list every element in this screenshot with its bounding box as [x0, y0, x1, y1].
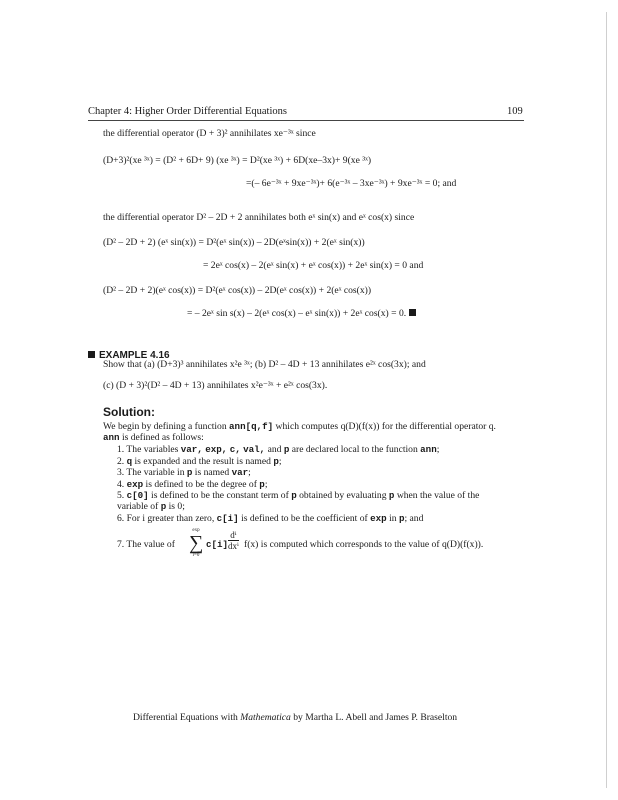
example-part-ab: Show that (a) (D+3)³ annihilates x²e ³ˣ; (b) D² – 4D + 13 annihilates e²ˣ cos(3x); and [103, 359, 426, 370]
sum-upper: exp [192, 528, 200, 533]
list-item: 6. For i greater than zero, c[i] is defined to be the coefficient of exp in p; and [117, 513, 424, 524]
derivative-fraction: $\frac{\text{dⁱ}}{\text{dxⁱ}}$ [228, 530, 239, 551]
sum-lower: i=0 [192, 553, 200, 558]
list-item: 7. The value of [117, 539, 175, 550]
summand: c[i] [206, 539, 229, 550]
list-item: 2. q is expanded and the result is named p; [117, 456, 282, 467]
solution-heading: Solution: [103, 405, 155, 419]
list-item: 4. exp is defined to be the degree of p; [117, 479, 268, 490]
list-item: 5. c[0] is defined to be the constant term of p obtained by evaluating p when the value of the [117, 490, 480, 501]
example-part-c: (c) (D + 3)²(D² – 4D + 13) annihilates x²e⁻³ˣ + e²ˣ cos(3x). [103, 380, 328, 391]
list-item: 1. The variables var, exp, c, val, and p are declared local to the function ann; [117, 444, 440, 455]
header-rule [88, 120, 524, 121]
summation [189, 528, 203, 558]
example-title: EXAMPLE 4.16 [99, 350, 170, 361]
equation: (D² – 2D + 2)(eˣ cos(x)) = D²(eˣ cos(x)) – 2D(eˣ cos(x)) + 2(eˣ cos(x)) [103, 285, 372, 296]
equation: = 2eˣ cos(x) – 2(eˣ sin(x) + eˣ cos(x)) + 2eˣ sin(x) = 0 and [203, 260, 424, 271]
code-term: ann [103, 432, 120, 443]
text-line: the differential operator D² – 2D + 2 annihilates both eˣ sin(x) and eˣ cos(x) since [103, 212, 415, 223]
chapter-header: Chapter 4: Higher Order Differential Equations [88, 106, 287, 117]
list-item: 3. The variable in p is named var; [117, 467, 251, 478]
equation: =(– 6e⁻³ˣ + 9xe⁻³ˣ)+ 6(e⁻³ˣ – 3xe⁻³ˣ) + 9xe⁻³ˣ = 0; and [246, 178, 457, 189]
footer: Differential Equations with Mathematica by Martha L. Abell and James P. Braselton [133, 712, 458, 723]
section-marker-icon [88, 351, 95, 358]
equation-text: = – 2eˣ sin s(x) – 2(eˣ cos(x) – eˣ sin(x)) + 2eˣ cos(x) = 0. [187, 308, 407, 319]
list-item-text: f(x) is computed which corresponds to the value of q(D)(f(x)). [244, 539, 484, 550]
page-number: 109 [507, 106, 523, 117]
list-item-continued: variable of p is 0; [117, 501, 185, 512]
equation: (D+3)²(xe ³ˣ) = (D² + 6D+ 9) (xe ³ˣ) = D²(xe ³ˣ) + 6D(xe–3x)+ 9(xe ³ˣ) [103, 155, 372, 166]
equation [187, 308, 416, 319]
end-of-proof-icon [409, 309, 416, 316]
text-line: the differential operator (D + 3)² annihilates xe⁻³ˣ since [103, 128, 316, 139]
equation: (D² – 2D + 2) (eˣ sin(x)) = D²(eˣ sin(x)) – 2D(eˣsin(x)) + 2(eˣ sin(x)) [103, 237, 365, 248]
page-edge-line [606, 12, 607, 788]
solution-intro: We begin by defining a function ann[q,f] which computes q(D)(f(x)) for the differential operator q. [103, 421, 496, 432]
code-term: ann[q,f] [229, 421, 274, 432]
solution-intro-2: ann is defined as follows: [103, 432, 204, 443]
sigma-icon: ∑ [189, 532, 204, 554]
